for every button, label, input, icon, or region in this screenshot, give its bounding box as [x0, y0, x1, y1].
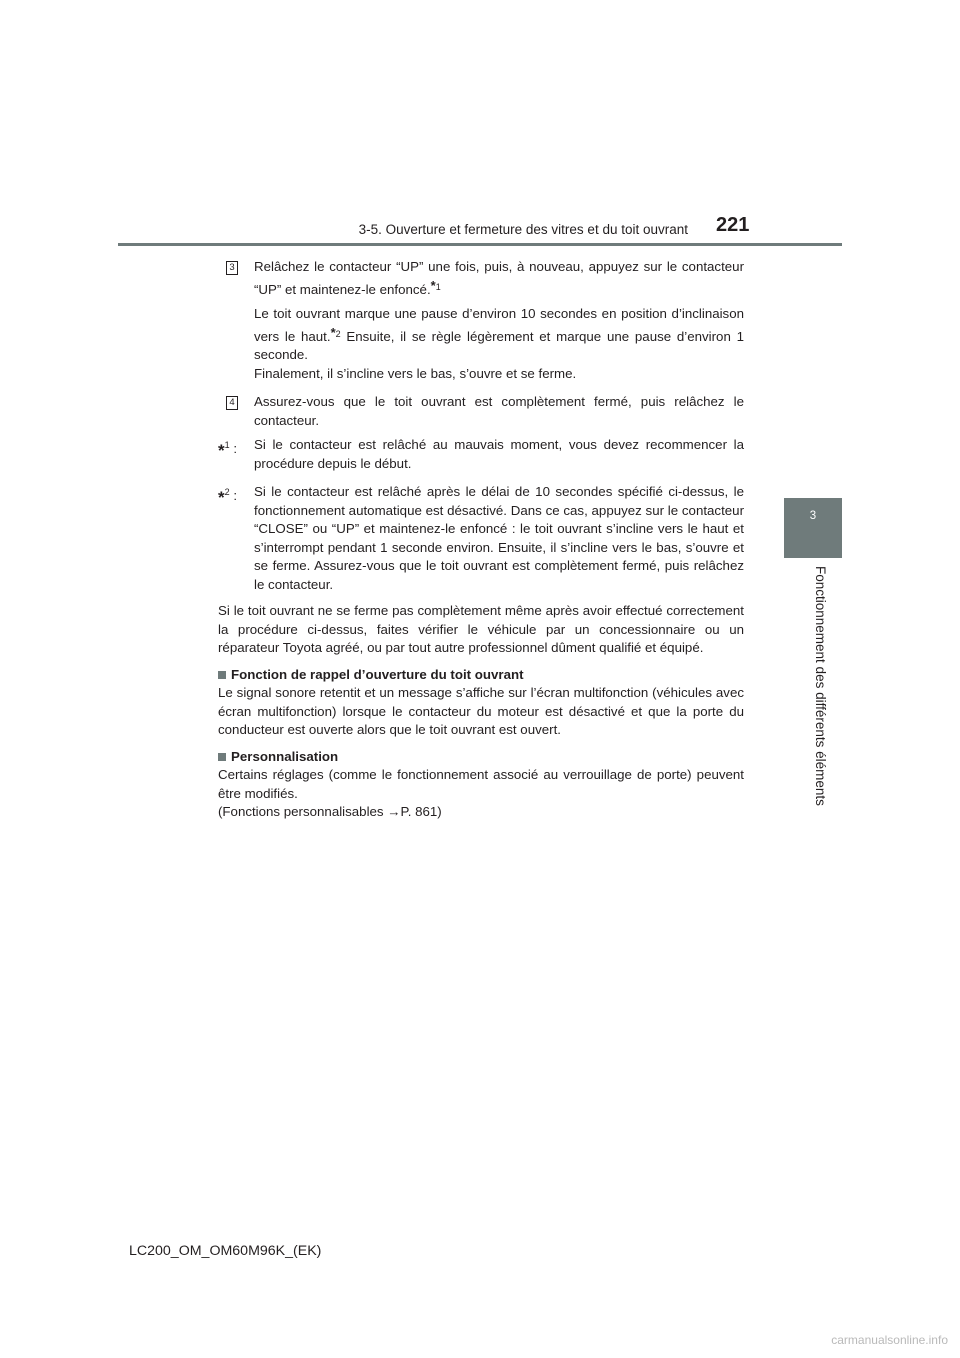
- step-text: Relâchez le contacteur “UP” une fois, puis, à nouveau, appuyez sur le contacteur “UP” et maintenez-le enfoncé.: [254, 259, 744, 297]
- section-heading: [218, 748, 744, 767]
- document-code: LC200_OM_OM60M96K_(EK): [129, 1243, 322, 1259]
- chapter-number: 3: [809, 510, 817, 522]
- bullet-square-icon: [218, 753, 226, 761]
- section-text: Le signal sonore retentit et un message s’affiche sur l’écran multifonction (véhicules avec écran multifonction) lorsque le contacteur du moteur est désactivé et que la porte du conducteur est ouverte alors que le toit ouvrant est ouvert.: [218, 685, 744, 737]
- footnote-ref: *1: [430, 277, 441, 293]
- footnote-ref: *2: [330, 324, 341, 340]
- footnote-1: [218, 436, 744, 473]
- step-detail-final: Finalement, il s’incline vers le bas, s’ouvre et se ferme.: [254, 365, 577, 381]
- section-heading-text: Fonction de rappel d’ouverture du toit ouvrant: [231, 666, 524, 682]
- chapter-tab: [784, 498, 842, 558]
- step-3: [218, 258, 744, 383]
- footnote-marker: *$^2$ :: [218, 487, 238, 507]
- footnote-text: Si le contacteur est relâché au mauvais moment, vous devez recommencer la procédure depuis le début.: [254, 437, 744, 471]
- page-number: 221: [716, 214, 750, 236]
- section-heading-text: Personnalisation: [231, 748, 339, 764]
- chapter-title: Fonctionnement des différents éléments: [813, 566, 828, 806]
- section-reminder: [218, 666, 744, 740]
- page-reference: (Fonctions personnalisables →P. 861): [218, 804, 442, 819]
- footnote-2: [218, 483, 744, 594]
- step-instruction: Assurez-vous que le toit ouvrant est complètement fermé, puis relâchez le contacteur.: [254, 394, 744, 428]
- body-paragraph: Si le toit ouvrant ne se ferme pas complètement même après avoir effectué correctement la procédure ci-dessus, faites vérifier le véhicule par un concessionnaire ou un réparateur Toyota agréé, ou par tout autre professionnel dûment qualifié et équipé.: [218, 603, 744, 655]
- section-title: 3-5. Ouverture et fermeture des vitres et du toit ouvrant: [358, 222, 688, 237]
- section-heading: [218, 666, 744, 685]
- step-number-box: 4: [226, 396, 238, 410]
- footnote-text: Si le contacteur est relâché après le délai de 10 secondes spécifié ci-dessus, le fonctionnement automatique est désactivé. Dans ce cas, appuyez sur le contacteur “CLOSE” ou “UP” et maintenez-le enfoncé : le toit ouvrant s’incline vers le haut et s’interrompt pendant 1 seconde environ. Ensuite, il s’incline vers le bas, s’ouvre et se ferme. Assurez-vous que le toit ouvrant est complètement fermé, puis relâchez le contacteur.: [254, 484, 744, 592]
- page-content: [218, 258, 744, 822]
- step-4: [218, 393, 744, 430]
- step-instruction: [254, 258, 744, 299]
- section-customization: [218, 748, 744, 822]
- bullet-square-icon: [218, 671, 226, 679]
- step-detail: Le toit ouvrant marque une pause d’environ 10 secondes en position d’inclinaison vers le haut.$^{*2}$ Ensuite, il se règle légèrement et marque une pause d’environ 1 seconde.: [254, 306, 744, 362]
- footnote-marker: *$^1$ :: [218, 440, 238, 460]
- header-divider: [118, 243, 842, 246]
- watermark: carmanualsonline.info: [831, 1333, 948, 1347]
- step-number-box: 3: [226, 261, 238, 275]
- section-text: Certains réglages (comme le fonctionnement associé au verrouillage de porte) peuvent être modifiés.: [218, 767, 744, 801]
